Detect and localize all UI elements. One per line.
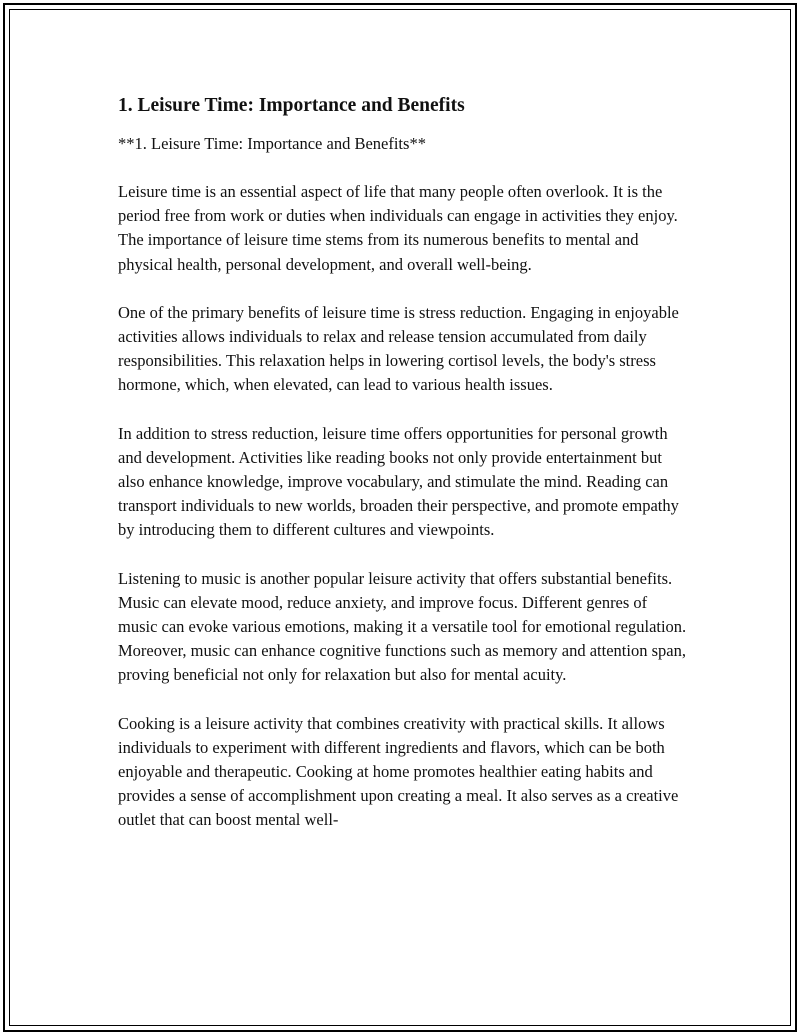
paragraph-stress-reduction: One of the primary benefits of leisure time is stress reduction. Engaging in enjoyable activities allows individuals to relax and release tension accumulated from daily responsibilities. This relaxation helps in lowering cortisol levels, the body's stress hormone, which, when elevated, can lead to various health issues. [118, 302, 679, 395]
paragraph-music: Listening to music is another popular leisure activity that offers substantial benefits. Music can elevate mood, reduce anxiety, and improve focus. Different genres of music can evoke various emotions, making it a versatile tool for emotional regulation. Moreover, music can enhance cognitive functions such as memory and attention span, proving beneficial not only for relaxation but also for mental acuity. [118, 568, 687, 685]
paragraph-cooking: Cooking is a leisure activity that combines creativity with practical skills. It allows individuals to experiment with different ingredients and flavors, which can be both enjoyable and therapeutic. Cooking at home promotes healthier eating habits and provides a sense of accomplishment upon creating a meal. It also serves as a creative outlet that can boost mental well- [118, 713, 679, 830]
paragraph-personal-growth: In addition to stress reduction, leisure time offers opportunities for personal growth and development. Activities like reading books not only provide entertainment but also enhance knowledge, improve vocabulary, and stimulate the mind. Reading can transport individuals to new worlds, broaden their perspective, and promote empathy by introducing them to different cultures and viewpoints. [118, 423, 679, 540]
paragraph-intro: Leisure time is an essential aspect of life that many people often overlook. It is the period free from work or duties when individuals can engage in activities they enjoy. The importance of leisure time stems from its numerous benefits to mental and physical health, personal development, and overall well-being. [118, 182, 678, 274]
document-subtitle: **1. Leisure Time: Importance and Benefits** [118, 134, 426, 153]
document-title: 1. Leisure Time: Importance and Benefits [118, 95, 465, 116]
document-body [118, 94, 690, 833]
